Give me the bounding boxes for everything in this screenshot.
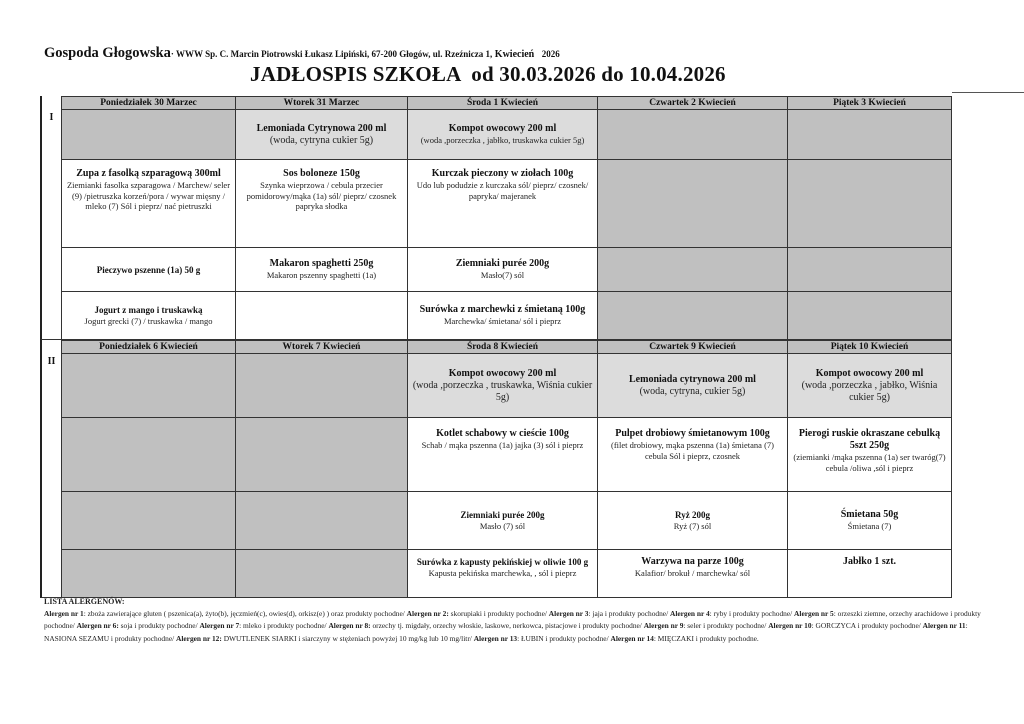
meal-cell-drink	[598, 110, 788, 160]
day-header: Czwartek 9 Kwiecień	[598, 340, 788, 354]
dish-description: Ziemianki fasolka szparagowa / Marchew/ seler (9) /pietruszka korzeń/pora / wywar mięsny / mleko (7) Sól i pieprz/ nać pietruszki	[66, 180, 231, 211]
dish-description: (woda, cytryna, cukier 5g)	[639, 385, 746, 397]
allergen-label: Alergen nr 2:	[406, 609, 449, 619]
meal-cell-side	[62, 492, 236, 550]
dish-name: Kompot owocowy 200 ml	[815, 367, 924, 379]
allergen-text: : seler i produkty pochodne/	[683, 621, 769, 631]
dish-description: Makaron pszenny spaghetti (1a)	[266, 270, 377, 281]
meal-cell-extra	[788, 550, 952, 598]
allergen-list	[44, 596, 984, 645]
week-label: I	[40, 96, 62, 340]
dish-description: (woda ,porzeczka , truskawka, Wiśnia cukier 5g)	[412, 379, 593, 403]
meal-cell-main	[236, 160, 408, 248]
allergen-text: : GORCZYCA i produkty pochodne/	[811, 621, 923, 631]
meal-cell-drink	[62, 110, 236, 160]
meal-cell-drink	[408, 354, 598, 418]
dish-name: Kompot owocowy 200 ml	[448, 123, 557, 135]
dish-name: Pierogi ruskie okraszane cebulką 5szt 250g	[798, 428, 941, 451]
dish-name: Śmietana 50g	[840, 509, 899, 521]
meal-cell-extra	[62, 550, 236, 598]
dish-name: Warzywa na parze 100g	[641, 556, 744, 567]
meal-cell-side	[598, 492, 788, 550]
dish-description: Szynka wieprzowa / cebula przecier pomidorowy/mąka (1a) sól/ pieprz/ czosnek papryka słodka	[246, 180, 397, 211]
allergen-label: Alergen nr 6:	[76, 621, 119, 631]
meal-cell-extra	[788, 292, 952, 340]
dish-description: Ryż (7) sól	[673, 521, 712, 532]
meal-cell-main	[598, 160, 788, 248]
meal-cell-side	[236, 492, 408, 550]
meal-cell-extra	[236, 550, 408, 598]
brand-name: Gospoda Głogowska	[44, 45, 171, 61]
dish-name: Kotlet schabowy w cieście 100g	[436, 428, 569, 439]
meal-cell-main	[62, 418, 236, 492]
allergen-text: DWUTLENEK SIARKI i siarczyny w stężeniach powyżej 10 mg/kg lub 10 mg/litr/	[221, 633, 474, 643]
dish-name: Jabłko 1 szt.	[842, 556, 897, 567]
meal-cell-main	[788, 160, 952, 248]
allergen-text: soja i produkty pochodne/	[118, 621, 200, 631]
dish-description: Kapusta pekińska marchewka, , sól i pieprz	[428, 568, 577, 578]
allergen-label: Alergen nr 10	[768, 621, 812, 631]
day-header: Poniedziałek 6 Kwiecień	[62, 340, 236, 354]
meal-cell-drink	[408, 110, 598, 160]
allergen-text: : zboża zawierające gluten ( pszenica(a), żyto(b), jęczmień(c), owies(d), orkisz(e) ) oraz produkty pochodne/	[83, 609, 407, 619]
dish-description: Jogurt grecki (7) / truskawka / mango	[84, 316, 213, 327]
meal-cell-drink	[788, 354, 952, 418]
dish-name: Ryż 200g	[675, 510, 710, 521]
meal-cell-drink	[236, 354, 408, 418]
allergen-label: Alergen nr 4	[669, 609, 710, 619]
allergen-label: Alergen nr 7	[199, 621, 240, 631]
dish-name: Surówka z marchewki z śmietaną 100g	[419, 304, 586, 316]
meal-cell-side	[788, 248, 952, 292]
meal-cell-drink	[236, 110, 408, 160]
meal-cell-drink	[788, 110, 952, 160]
meal-cell-drink	[598, 354, 788, 418]
company-info: · WWW Sp. C. Marcin Piotrowski Łukasz Lipiński, 67-200 Głogów, ul. Rzeźnicza 1,	[170, 49, 493, 59]
restaurant-header	[44, 45, 560, 62]
dish-description: Schab / mąka pszenna (1a) jajka (3) sól i pieprz	[421, 440, 584, 450]
day-header: Poniedziałek 30 Marzec	[62, 96, 236, 110]
allergen-label: Alergen nr 8:	[328, 621, 371, 631]
meal-cell-main	[408, 418, 598, 492]
dish-description: Kalafior/ brokuł / marchewka/ sól	[634, 568, 751, 578]
allergen-text: : ŁUBIN i produkty pochodne/	[517, 633, 611, 643]
meal-cell-extra	[408, 292, 598, 340]
dish-name: Pieczywo pszenne (1a) 50 g	[96, 264, 201, 275]
meal-cell-extra	[62, 292, 236, 340]
allergen-text: : MIĘCZAKI i produkty pochodne.	[653, 633, 759, 643]
dish-name: Ziemniaki purée 200g	[455, 258, 550, 270]
allergen-label: Alergen nr 1	[44, 609, 84, 619]
dish-description: (woda ,porzeczka , jabłko, truskawka cukier 5g)	[420, 135, 585, 146]
allergen-text: : orzeszki ziemne, orzechy arachidowe i produkty pochodne/	[44, 609, 981, 631]
allergen-text: : jaja i produkty pochodne/	[588, 609, 670, 619]
dish-description: (filet drobiowy, mąka pszenna (1a) śmietana (7) cebula Sól i pieprz, czosnek	[610, 440, 774, 461]
meal-cell-main	[236, 418, 408, 492]
dish-name: Jogurt z mango i truskawką	[94, 305, 203, 316]
header-year: 2026	[541, 49, 560, 59]
allergen-title: LISTA ALERGENÓW:	[44, 597, 125, 606]
divider	[952, 92, 1024, 93]
meal-cell-side	[788, 492, 952, 550]
day-header: Wtorek 31 Marzec	[236, 96, 408, 110]
allergen-text: skorupiaki i produkty pochodne/	[448, 609, 549, 619]
meal-cell-extra	[236, 292, 408, 340]
day-header: Piątek 10 Kwiecień	[788, 340, 952, 354]
allergen-text: orzechy tj. migdały, orzechy włoskie, laskowe, nerkowca, pistacjowe i produkty pochodne/	[370, 621, 644, 631]
menu-table	[40, 96, 952, 594]
dish-name: Kompot owocowy 200 ml	[448, 367, 557, 379]
dish-name: Lemoniada cytrynowa 200 ml	[629, 373, 756, 385]
meal-cell-extra	[598, 292, 788, 340]
allergen-label: Alergen nr 9	[643, 621, 684, 631]
dish-name: Lemoniada Cytrynowa 200 ml	[256, 122, 387, 134]
meal-cell-side	[408, 248, 598, 292]
header-month: Kwiecień	[494, 49, 535, 60]
allergen-label: Alergen nr 14	[610, 633, 654, 643]
meal-cell-extra	[408, 550, 598, 598]
day-header: Środa 1 Kwiecień	[408, 96, 598, 110]
allergen-text: : NASIONA SEZAMU i produkty pochodne/	[44, 621, 968, 643]
allergen-text: : mleko i produkty pochodne/	[239, 621, 329, 631]
dish-name: Ziemniaki purée 200g	[460, 510, 545, 521]
dish-name: Kurczak pieczony w ziołach 100g	[431, 168, 574, 179]
allergen-label: Alergen nr 11	[922, 621, 966, 631]
dish-name: Surówka z kapusty pekińskiej w oliwie 100 g	[416, 557, 589, 567]
dish-description: (woda ,porzeczka , jabłko, Wiśnia cukier 5g)	[801, 379, 938, 403]
dish-name: Makaron spaghetti 250g	[269, 258, 374, 270]
meal-cell-main	[788, 418, 952, 492]
dish-name: Zupa z fasolką szparagową 300ml	[76, 168, 221, 179]
dish-description: Marchewka/ śmietana/ sól i pieprz	[443, 316, 562, 327]
meal-cell-drink	[62, 354, 236, 418]
dish-description: Masło(7) sól	[480, 270, 525, 281]
week-label: II	[40, 340, 62, 598]
dish-description: Masło (7) sól	[479, 521, 526, 532]
dish-name: Pulpet drobiowy śmietanowym 100g	[615, 428, 770, 439]
page-title: JADŁOSPIS SZKOŁA od 30.03.2026 do 10.04.2026	[250, 62, 726, 86]
dish-description: Udo lub podudzie z kurczaka sól/ pieprz/ czosnek/ papryka/ majeranek	[416, 180, 589, 201]
meal-cell-main	[598, 418, 788, 492]
meal-cell-main	[408, 160, 598, 248]
allergen-label: Alergen nr 5	[794, 609, 834, 619]
allergen-label: Alergen nr 12:	[176, 633, 222, 643]
dish-name: Sos boloneze 150g	[283, 168, 360, 179]
day-header: Wtorek 7 Kwiecień	[236, 340, 408, 354]
dish-description: (ziemianki /mąka pszenna (1a) ser twaróg(7) cebula /oliwa ,sól i pieprz	[793, 452, 946, 473]
meal-cell-side	[408, 492, 598, 550]
allergen-text: : ryby i produkty pochodne/	[709, 609, 795, 619]
day-header: Piątek 3 Kwiecień	[788, 96, 952, 110]
allergen-label: Alergen nr 13	[473, 633, 518, 643]
meal-cell-side	[598, 248, 788, 292]
meal-cell-main	[62, 160, 236, 248]
meal-cell-side	[236, 248, 408, 292]
day-header: Środa 8 Kwiecień	[408, 340, 598, 354]
dish-description: Śmietana (7)	[847, 521, 892, 532]
meal-cell-side	[62, 248, 236, 292]
meal-cell-extra	[598, 550, 788, 598]
dish-description: (woda, cytryna cukier 5g)	[269, 134, 374, 146]
allergen-label: Alergen nr 3	[548, 609, 589, 619]
day-header: Czwartek 2 Kwiecień	[598, 96, 788, 110]
